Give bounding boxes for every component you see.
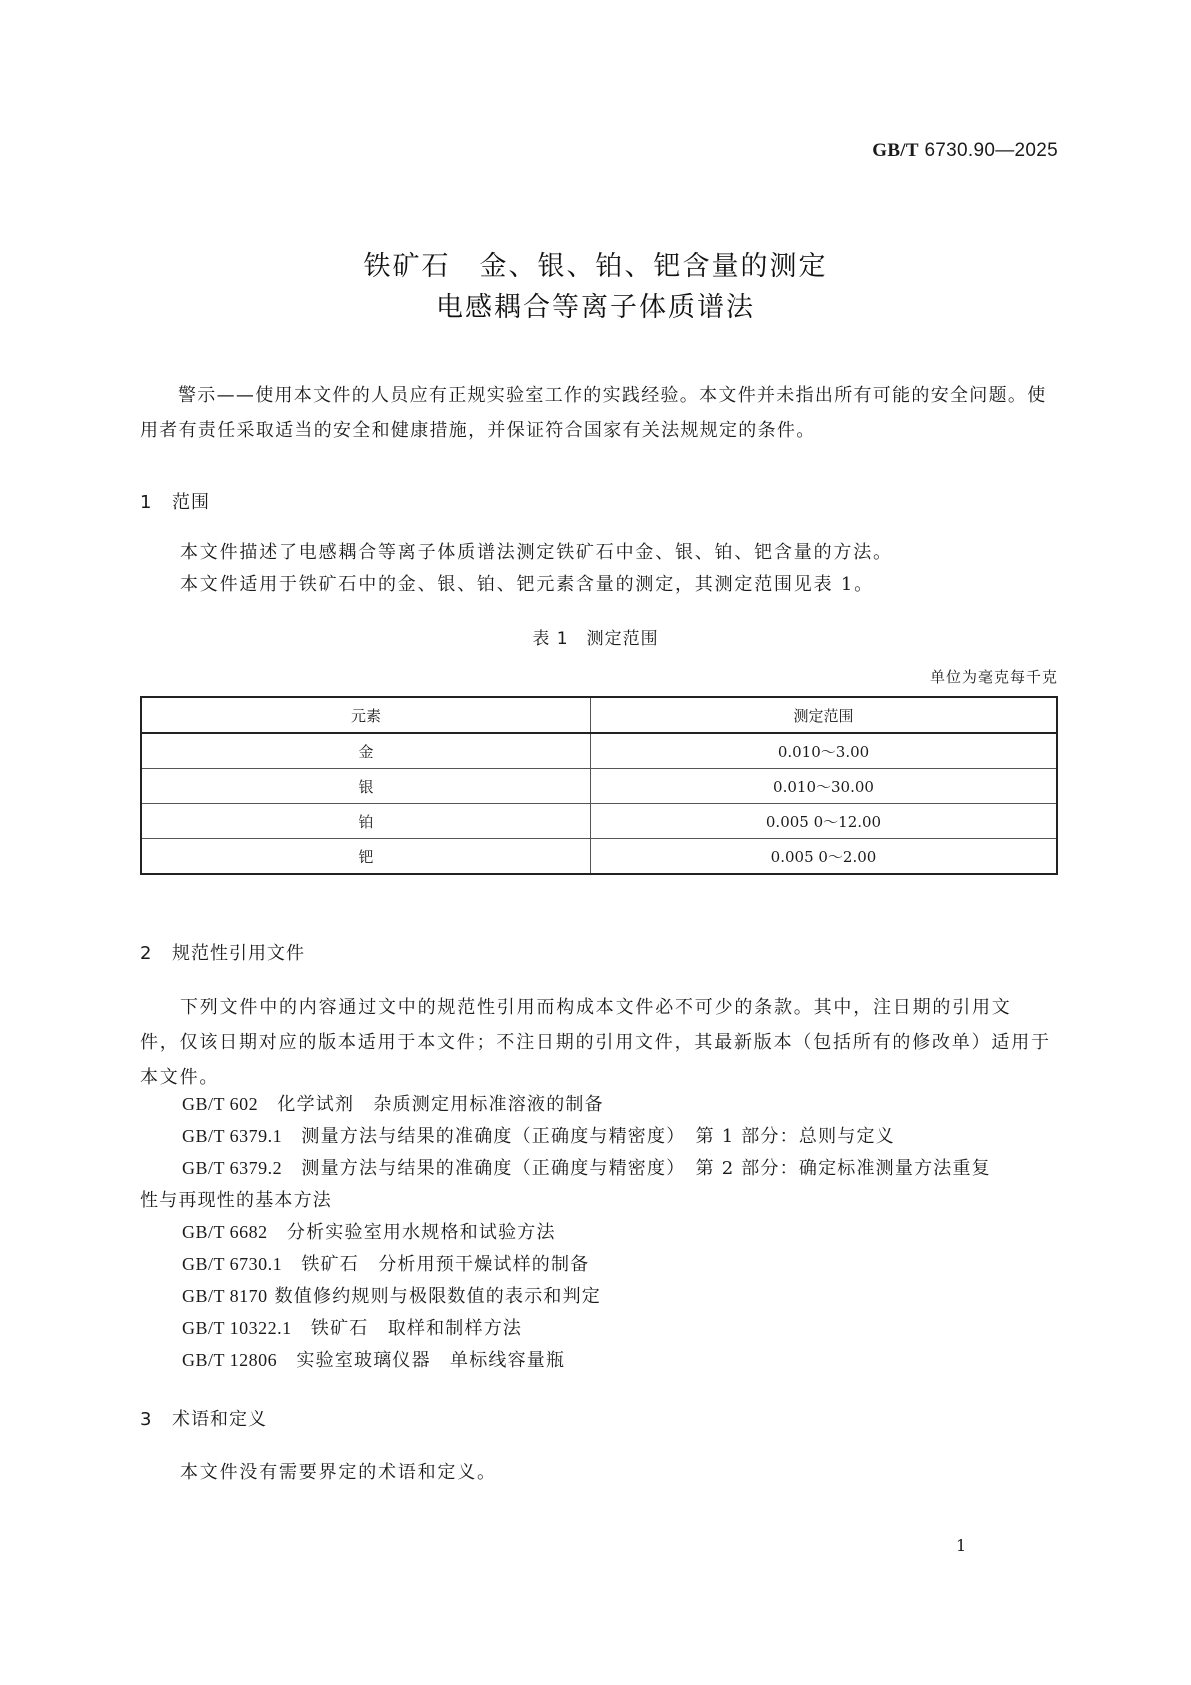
reference-item [182,1218,556,1244]
element-cell: 金 [141,733,591,769]
reference-code: GB/T 8170 [182,1286,268,1306]
range-cell: 0.005 0～2.00 [591,839,1058,875]
reference-item [182,1122,895,1148]
reference-continuation: 性与再现性的基本方法 [140,1190,332,1211]
reference-item [182,1346,565,1372]
section-2-heading [140,939,305,965]
measurement-range-table [140,696,1058,875]
section-title: 规范性引用文件 [172,943,305,964]
reference-code: GB/T 602 [182,1094,259,1114]
reference-code: GB/T 6730.1 [182,1254,283,1274]
reference-code: GB/T 6379.2 [182,1158,283,1178]
reference-title: 测量方法与结果的准确度（正确度与精密度） 第 1 部分：总则与定义 [301,1126,895,1147]
element-cell: 钯 [141,839,591,875]
section-number: 3 [140,1409,153,1430]
section-3-heading [140,1405,267,1431]
table-row [141,769,1057,804]
reference-item [182,1154,991,1180]
section-number: 1 [140,492,153,513]
reference-title: 实验室玻璃仪器 单标线容量瓶 [296,1350,566,1371]
reference-title: 化学试剂 杂质测定用标准溶液的制备 [277,1094,604,1115]
section-1-heading [140,488,210,514]
paragraph-line: 下列文件中的内容通过文中的规范性引用而构成本文件必不可少的条款。其中，注日期的引用文 [180,997,1012,1018]
standard-prefix: GB/T [872,140,919,161]
section-1-paragraph-1: 本文件描述了电感耦合等离子体质谱法测定铁矿石中金、银、铂、钯含量的方法。 [180,542,893,563]
section-title: 范围 [172,492,210,513]
reference-title: 分析实验室用水规格和试验方法 [286,1222,556,1243]
reference-item [182,1250,589,1276]
element-cell: 铂 [141,804,591,839]
document-title-line2: 电感耦合等离子体质谱法 [436,292,755,323]
range-cell: 0.010～30.00 [591,769,1058,804]
reference-item [182,1282,601,1308]
reference-title: 铁矿石 分析用预干燥试样的制备 [301,1254,590,1275]
page-number: 1 [956,1536,967,1555]
standard-code: 6730.90—2025 [924,140,1058,161]
reference-code: GB/T 10322.1 [182,1318,292,1338]
table-header-row [141,697,1057,733]
paragraph-line: 件，仅该日期对应的版本适用于本文件；不注日期的引用文件，其最新版本（包括所有的修改单）适用于 [140,1032,1051,1053]
section-title: 术语和定义 [172,1409,267,1430]
section-1-paragraph-2: 本文件适用于铁矿石中的金、银、铂、钯元素含量的测定，其测定范围见表 1。 [180,574,874,595]
column-header-range: 测定范围 [591,697,1058,733]
section-number: 2 [140,943,153,964]
section-3-paragraph: 本文件没有需要界定的术语和定义。 [180,1462,497,1483]
reference-item [182,1314,522,1340]
table-row [141,804,1057,839]
reference-code: GB/T 6682 [182,1222,268,1242]
reference-code: GB/T 12806 [182,1350,278,1370]
element-cell: 银 [141,769,591,804]
document-title-line1: 铁矿石 金、银、铂、钯含量的测定 [363,251,828,282]
paragraph-line: 本文件。 [140,1067,220,1088]
section-2-paragraph [140,990,1058,1095]
table-caption: 表 1 测定范围 [532,629,659,649]
table-unit: 单位为毫克每千克 [929,668,1058,686]
reference-item [182,1090,604,1116]
reference-code: GB/T 6379.1 [182,1126,283,1146]
reference-title: 测量方法与结果的准确度（正确度与精密度） 第 2 部分：确定标准测量方法重复 [301,1158,991,1179]
range-cell: 0.010～3.00 [591,733,1058,769]
range-cell: 0.005 0～12.00 [591,804,1058,839]
reference-title: 数值修约规则与极限数值的表示和判定 [274,1286,602,1307]
table-row [141,733,1057,769]
reference-title: 铁矿石 取样和制样方法 [310,1318,523,1339]
table-row [141,839,1057,875]
safety-warning: 警示——使用本文件的人员应有正规实验室工作的实践经验。本文件并未指出所有可能的安全问题。使用者有责任采取适当的安全和健康措施，并保证符合国家有关法规规定的条件。 [140,385,1047,441]
standard-number [872,140,1058,162]
column-header-element: 元素 [141,697,591,733]
